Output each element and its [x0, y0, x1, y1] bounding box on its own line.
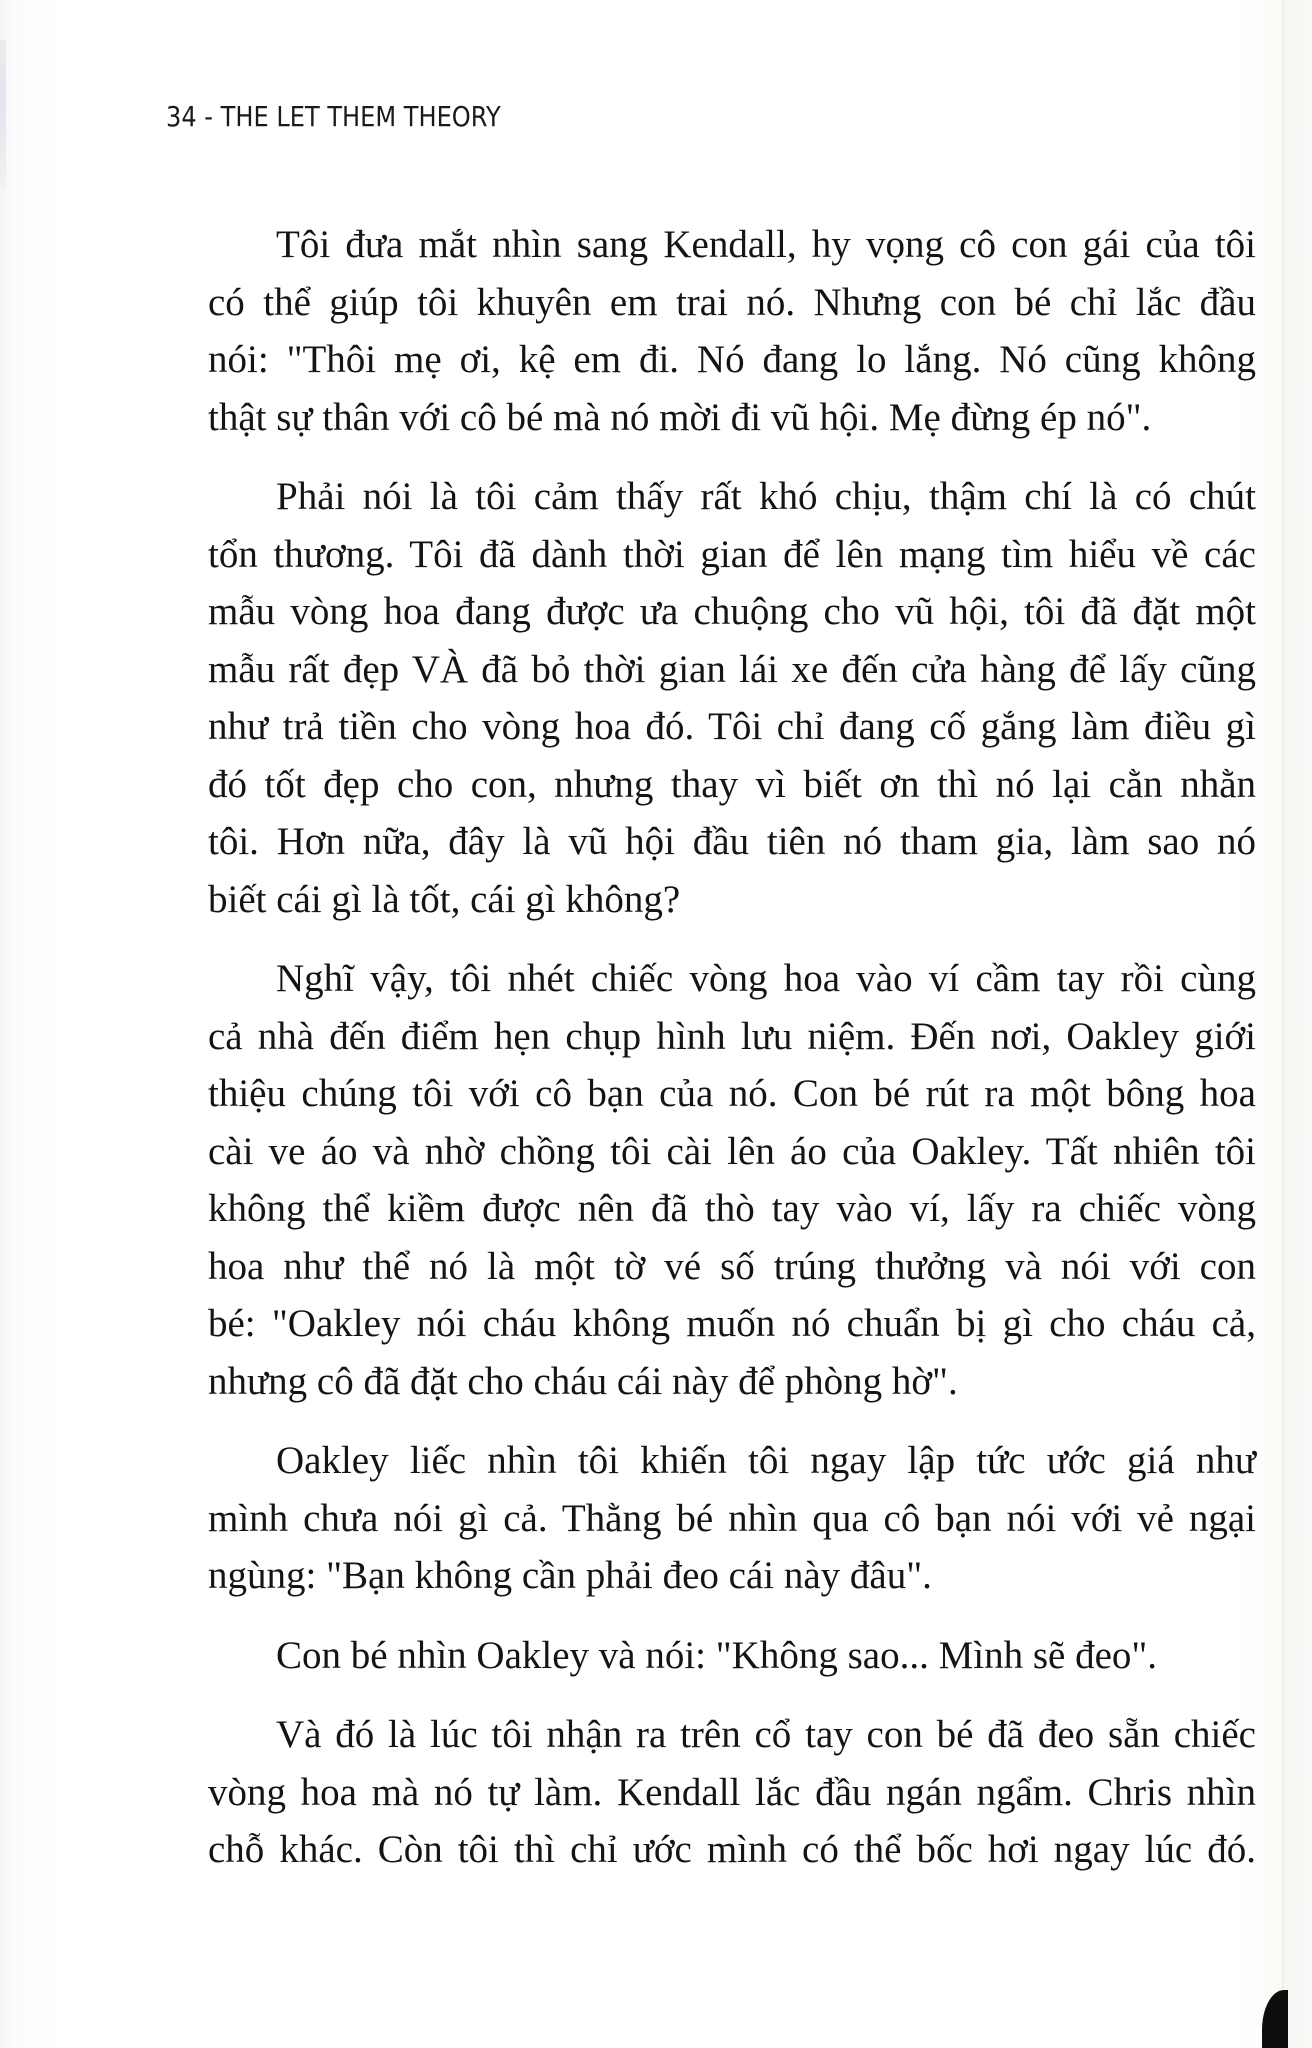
running-head: 34 - THE LET THEM THEORY: [166, 100, 501, 133]
paragraph-4: [208, 1432, 1256, 1605]
text-line: hoa như thể nó là một tờ vé số trúng thưởng và nói với con: [208, 1244, 1256, 1288]
text-line: Nghĩ vậy, tôi nhét chiếc vòng hoa vào ví cầm tay rồi cùng: [276, 957, 1256, 1000]
text-line: Con bé nhìn Oakley và nói: "Không sao... Mình sẽ đeo".: [276, 1633, 1158, 1677]
text-line: mình chưa nói gì cả. Thằng bé nhìn qua cô bạn nói với vẻ ngại: [208, 1496, 1256, 1540]
text-line: tôi. Hơn nữa, đây là vũ hội đầu tiên nó tham gia, làm sao nó: [208, 820, 1256, 863]
paragraph-1: [208, 216, 1256, 446]
text-line: thiệu chúng tôi với cô bạn của nó. Con bé rút ra một bông hoa: [208, 1072, 1256, 1115]
text-line: Phải nói là tôi cảm thấy rất khó chịu, thậm chí là có chút: [276, 475, 1256, 518]
paragraph-6: [208, 1706, 1256, 1879]
page-right-edge: [1282, 0, 1284, 2048]
text-line: tổn thương. Tôi đã dành thời gian để lên mạng tìm hiểu về các: [208, 532, 1256, 576]
text-line: Và đó là lúc tôi nhận ra trên cổ tay con bé đã đeo sẵn chiếc: [276, 1713, 1256, 1756]
text-line: nói: "Thôi mẹ ơi, kệ em đi. Nó đang lo lắng. Nó cũng không: [208, 338, 1256, 381]
text-line: cài ve áo và nhờ chồng tôi cài lên áo của Oakley. Tất nhiên tôi: [208, 1129, 1256, 1173]
text-line: nhưng cô đã đặt cho cháu cái này để phòng hờ".: [208, 1359, 958, 1403]
text-line: cả nhà đến điểm hẹn chụp hình lưu niệm. Đến nơi, Oakley giới: [208, 1014, 1256, 1058]
text-line: không thể kiềm được nên đã thò tay vào ví, lấy ra chiếc vòng: [208, 1187, 1256, 1230]
paragraph-2: [208, 468, 1256, 928]
text-line: mẫu vòng hoa đang được ưa chuộng cho vũ hội, tôi đã đặt một: [208, 590, 1256, 633]
text-line: ngùng: "Bạn không cần phải đeo cái này đâu".: [208, 1554, 932, 1597]
text-line: Tôi đưa mắt nhìn sang Kendall, hy vọng cô con gái của tôi: [276, 223, 1256, 266]
text-line: biết cái gì là tốt, cái gì không?: [208, 877, 681, 921]
text-line: mẫu rất đẹp VÀ đã bỏ thời gian lái xe đến cửa hàng để lấy cũng: [208, 647, 1256, 691]
text-line: chỗ khác. Còn tôi thì chỉ ước mình có thể bốc hơi ngay lúc đó.: [208, 1828, 1256, 1871]
paragraph-3: [208, 950, 1256, 1410]
paragraph-5: [208, 1627, 1256, 1685]
text-line: Oakley liếc nhìn tôi khiến tôi ngay lập tức ước giá như: [276, 1439, 1256, 1482]
text-line: thật sự thân với cô bé mà nó mời đi vũ hội. Mẹ đừng ép nó".: [208, 395, 1152, 439]
page-spine-edge: [0, 40, 6, 190]
text-line: bé: "Oakley nói cháu không muốn nó chuẩn bị gì cho cháu cả,: [208, 1302, 1256, 1345]
body-text: [208, 216, 1256, 1901]
text-line: như trả tiền cho vòng hoa đó. Tôi chỉ đang cố gắng làm điều gì: [208, 705, 1256, 748]
text-line: đó tốt đẹp cho con, nhưng thay vì biết ơn thì nó lại cằn nhằn: [208, 762, 1256, 806]
text-line: có thể giúp tôi khuyên em trai nó. Nhưng con bé chỉ lắc đầu: [208, 280, 1256, 324]
text-line: vòng hoa mà nó tự làm. Kendall lắc đầu ngán ngẩm. Chris nhìn: [208, 1770, 1256, 1814]
page-corner-shadow: [1262, 1990, 1288, 2048]
